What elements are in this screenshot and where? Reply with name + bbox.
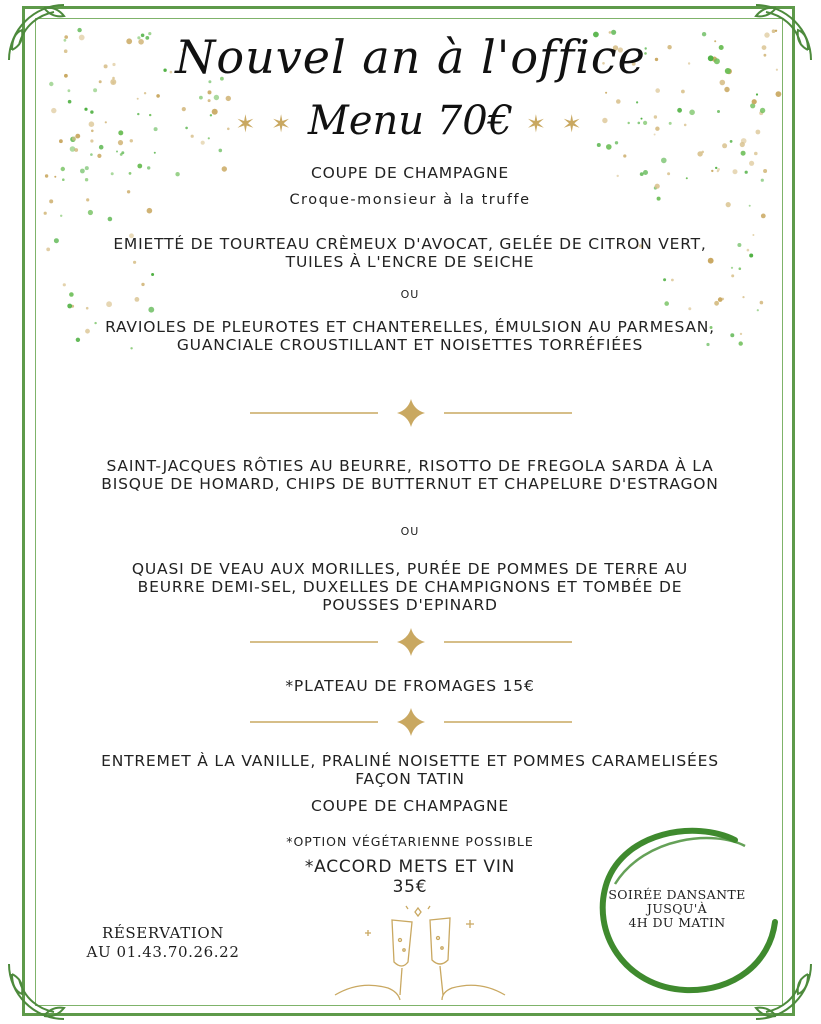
confetti-dot (701, 151, 704, 154)
confetti-dot (93, 88, 97, 92)
confetti-dot (141, 283, 144, 286)
confetti-dot (731, 267, 733, 269)
confetti-dot (80, 169, 85, 174)
confetti-dot (757, 309, 759, 311)
divider-3 (250, 707, 572, 737)
reservation-label: RÉSERVATION (101, 924, 224, 942)
champagne-toast-illustration (330, 900, 510, 1012)
confetti-dot (154, 152, 156, 154)
confetti-dot (121, 151, 124, 154)
confetti-dot (714, 301, 719, 306)
confetti-dot (208, 90, 212, 94)
dessert: ENTREMET À LA VANILLE, PRALINÉ NOISETTE ET POMMES CARAMELISÉES FAÇON TATIN (101, 752, 719, 788)
confetti-dot (60, 215, 62, 217)
confetti-dot (76, 338, 80, 342)
confetti-dot (54, 238, 59, 243)
confetti-dot (724, 87, 729, 92)
confetti-dot (49, 199, 53, 203)
page-title: Nouvel an à l'office (175, 30, 646, 84)
confetti-dot (151, 273, 154, 276)
confetti-dot (605, 92, 607, 94)
confetti-dot (68, 89, 71, 92)
confetti-dot (681, 90, 685, 94)
confetti-dot (85, 166, 89, 170)
confetti-dot (726, 202, 731, 207)
confetti-dot (147, 208, 153, 214)
star-icon-right: ✶ ✶ (525, 110, 586, 138)
confetti-dot (106, 301, 112, 307)
starter-a: EMIETTÉ DE TOURTEAU CRÈMEUX D'AVOCAT, GELÉE DE CITRON VERT, TUILES À L'ENCRE DE SEICHE (113, 235, 707, 271)
confetti-dot (74, 148, 78, 152)
dance-party-note (598, 888, 756, 930)
confetti-dot (663, 278, 666, 281)
confetti-dot (763, 169, 767, 173)
confetti-dot (730, 333, 734, 337)
confetti-dot (661, 158, 667, 164)
wine-pairing-price: 35€ (392, 877, 428, 897)
confetti-dot (97, 154, 101, 158)
corner-ornament-bottom-left (4, 954, 74, 1024)
confetti-dot (44, 212, 47, 215)
confetti-dot (94, 322, 96, 324)
party-line-3: 4H DU MATIN (628, 915, 726, 930)
confetti-dot (54, 176, 56, 178)
confetti-dot (741, 151, 746, 156)
confetti-dot (63, 283, 66, 286)
divider-2 (250, 627, 572, 657)
confetti-dot (731, 274, 734, 277)
confetti-dot (655, 184, 660, 189)
confetti-dot (739, 341, 743, 345)
confetti-dot (69, 292, 74, 297)
confetti-dot (747, 249, 750, 252)
confetti-dot (749, 205, 751, 207)
confetti-dot (760, 301, 764, 305)
confetti-dot (86, 307, 89, 310)
confetti-dot (144, 92, 146, 94)
champagne-end: COUPE DE CHAMPAGNE (310, 797, 510, 815)
confetti-dot (116, 151, 118, 153)
confetti-dot (739, 267, 742, 270)
starter-b: RAVIOLES DE PLEUROTES ET CHANTERELLES, ÉMULSION AU PARMESAN, GUANCIALE CROUSTILLANT ET NOISETTES TORRÉFIÉES (105, 318, 715, 354)
vegetarian-option: *OPTION VÉGÉTARIENNE POSSIBLE (286, 834, 534, 849)
main-a: SAINT-JACQUES RÔTIES AU BEURRE, RISOTTO DE FREGOLA SARDA À LA BISQUE DE HOMARD, CHIPS DE BUTTERNUT ET CHAPELURE D'ESTRAGON (101, 457, 719, 493)
aperitif-croque: Croque-monsieur à la truffe (289, 192, 531, 208)
menu-price-title (0, 98, 821, 144)
confetti-dot (88, 210, 93, 215)
confetti-dot (745, 171, 748, 174)
confetti-dot (749, 161, 754, 166)
confetti-dot (756, 93, 758, 95)
confetti-dot (733, 169, 738, 174)
confetti-dot (108, 217, 113, 222)
cheese-plate: *PLATEAU DE FROMAGES 15€ (285, 677, 535, 695)
wine-pairing: *ACCORD METS ET VIN (304, 857, 516, 877)
reservation-phone: AU 01.43.70.26.22 (86, 943, 240, 961)
star-icon-left: ✶ ✶ (235, 110, 296, 138)
menu-price: Menu 70€ (307, 98, 514, 144)
confetti-dot (219, 149, 223, 153)
confetti-dot (62, 178, 65, 181)
confetti-dot (761, 179, 764, 182)
confetti-dot (45, 174, 48, 177)
confetti-dot (85, 178, 88, 181)
aperitif-champagne: COUPE DE CHAMPAGNE (310, 164, 510, 182)
confetti-dot (776, 91, 782, 97)
confetti-dot (688, 307, 691, 310)
confetti-dot (742, 296, 744, 298)
confetti-dot (99, 145, 104, 150)
or-separator-1: OU (400, 288, 420, 301)
main-b: QUASI DE VEAU AUX MORILLES, PURÉE DE POMMES DE TERRE AU BEURRE DEMI-SEL, DUXELLES DE CHAMPIGNONS ET TOMBÉE DE POUSSES D'EPINARD (131, 560, 689, 614)
confetti-dot (67, 304, 72, 309)
party-line-1: SOIRÉE DANSANTE (608, 887, 746, 902)
confetti-dot (754, 152, 758, 156)
confetti-dot (148, 307, 154, 313)
confetti-dot (737, 243, 741, 247)
divider-1 (250, 398, 572, 428)
confetti-dot (655, 88, 660, 93)
confetti-dot (722, 143, 727, 148)
confetti-dot (752, 234, 754, 236)
confetti-dot (606, 144, 612, 150)
confetti-dot (749, 254, 753, 258)
or-separator-2: OU (400, 525, 420, 538)
confetti-dot (86, 198, 89, 201)
confetti-dot (664, 301, 669, 306)
confetti-dot (70, 146, 76, 152)
confetti-dot (85, 329, 90, 334)
confetti-dot (623, 154, 626, 157)
confetti-dot (761, 214, 766, 219)
confetti-dot (740, 333, 742, 335)
confetti-dot (671, 279, 674, 282)
confetti-dot (46, 248, 50, 252)
party-line-2: JUSQU'À (646, 901, 708, 916)
confetti-dot (90, 153, 93, 156)
reservation-block (78, 924, 248, 962)
confetti-dot (61, 167, 65, 171)
